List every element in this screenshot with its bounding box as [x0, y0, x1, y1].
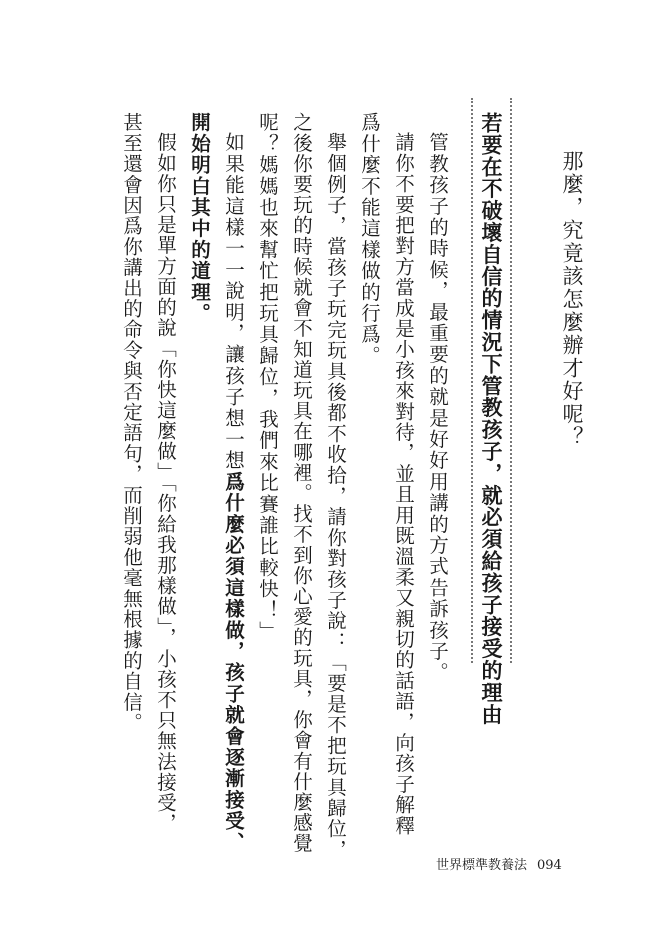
- heading-dotted-rule-left: [471, 98, 473, 663]
- paragraph-line: 請你不要把對方當成是小孩來對待，並且用既溫柔又親切的話語，向孩子解釋: [392, 132, 415, 836]
- paragraph-emphasis: 爲什麼必須這樣做，孩子就會逐漸接受、: [222, 471, 245, 853]
- paragraph-line: 呢？媽媽也來幫忙把玩具歸位，我們來比賽誰比較快！」: [256, 112, 279, 642]
- paragraph-line: 假如你只是單方面的說「你快這麼做」「你給我那樣做」，小孩不只無法接受，: [154, 132, 177, 834]
- section-heading: 若要在不破壞自信的情況下管教孩子，就必須給孩子接受的理由: [479, 112, 503, 726]
- book-title: 世界標準教養法: [436, 858, 528, 873]
- paragraph-line: 之後你要玩的時候就會不知道玩具在哪裡。找不到你心愛的玩具，你會有什麼感覺: [290, 112, 313, 854]
- page-number: 094: [537, 858, 562, 873]
- heading-dotted-rule-right: [510, 98, 512, 663]
- paragraph-line: [221, 132, 245, 853]
- paragraph-line: 爲什麼不能這樣做的行爲。: [358, 112, 381, 367]
- paragraph-line: 管教孩子的時候，最重要的就是好好用講的方式告訴孩子。: [426, 132, 449, 684]
- paragraph-text: 如果能這樣一一說明，讓孩子想一想: [222, 132, 245, 472]
- paragraph-line: 甚至還會因爲你講出的命令與否定語句，而削弱他毫無根據的自信。: [120, 112, 143, 733]
- paragraph-line: 舉個例子，當孩子玩完玩具後都不收拾，請你對孩子說：「要是不把玩具歸位，: [324, 132, 347, 860]
- paragraph-emphasis-line: 開始明白其中的道理。: [188, 112, 211, 324]
- intro-question: 那麼，究竟該怎麼辦才好呢？: [560, 150, 584, 449]
- page-footer: [436, 854, 562, 873]
